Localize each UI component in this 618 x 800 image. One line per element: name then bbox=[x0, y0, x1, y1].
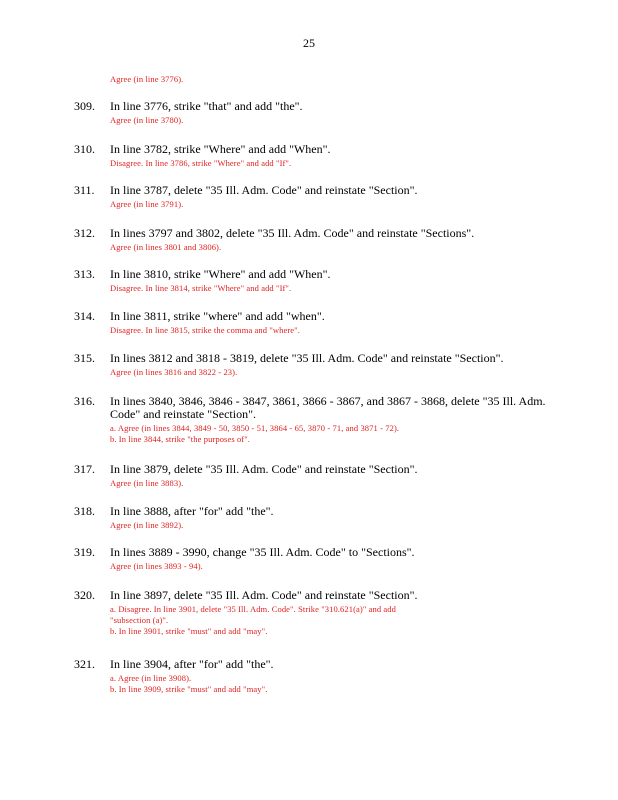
item-text: In line 3904, after "for" add "the". bbox=[110, 657, 274, 671]
item-text: In line 3888, after "for" add "the". bbox=[110, 504, 274, 518]
item-number: 318. bbox=[74, 504, 95, 518]
item-text: In line 3811, strike "where" and add "when". bbox=[110, 309, 325, 323]
item-note: Disagree. In line 3814, strike "Where" and add "If". bbox=[110, 283, 292, 293]
item-note: a. Disagree. In line 3901, delete "35 Ill. Adm. Code". Strike "310.621(a)" and add bbox=[110, 604, 396, 614]
item-text: In lines 3812 and 3818 - 3819, delete "35 Ill. Adm. Code" and reinstate "Section". bbox=[110, 351, 504, 365]
item-note: Agree (in line 3791). bbox=[110, 199, 184, 209]
item-note: Agree (in line 3892). bbox=[110, 520, 184, 530]
item-note: Disagree. In line 3815, strike the comma and "where". bbox=[110, 325, 300, 335]
item-number: 311. bbox=[74, 183, 95, 197]
item-text: In line 3879, delete "35 Ill. Adm. Code" and reinstate "Section". bbox=[110, 462, 418, 476]
item-text: In line 3776, strike "that" and add "the". bbox=[110, 99, 303, 113]
item-number: 315. bbox=[74, 351, 95, 365]
item-text: In line 3787, delete "35 Ill. Adm. Code" and reinstate "Section". bbox=[110, 183, 418, 197]
item-note: "subsection (a)". bbox=[110, 615, 169, 625]
item-note: Agree (in line 3780). bbox=[110, 115, 184, 125]
item-text: In line 3897, delete "35 Ill. Adm. Code" and reinstate "Section". bbox=[110, 588, 418, 602]
item-number: 309. bbox=[74, 99, 95, 113]
item-note: Agree (in lines 3893 - 94). bbox=[110, 561, 203, 571]
item-number: 321. bbox=[74, 657, 95, 671]
item-text: In lines 3797 and 3802, delete "35 Ill. Adm. Code" and reinstate "Sections". bbox=[110, 226, 475, 240]
lead-note: Agree (in line 3776). bbox=[110, 74, 184, 84]
item-note: Agree (in lines 3816 and 3822 - 23). bbox=[110, 367, 238, 377]
item-number: 316. bbox=[74, 394, 95, 408]
item-text: In line 3810, strike "Where" and add "When". bbox=[110, 267, 331, 281]
item-text: Code" and reinstate "Section". bbox=[110, 407, 256, 421]
item-text: In lines 3840, 3846, 3846 - 3847, 3861, 3866 - 3867, and 3867 - 3868, delete "35 Ill. Adm. bbox=[110, 394, 546, 408]
item-note: b. In line 3909, strike "must" and add "may". bbox=[110, 684, 268, 694]
item-note: a. Agree (in line 3908). bbox=[110, 673, 192, 683]
item-note: b. In line 3901, strike "must" and add "may". bbox=[110, 626, 268, 636]
item-note: Agree (in line 3883). bbox=[110, 478, 184, 488]
item-text: In lines 3889 - 3990, change "35 Ill. Adm. Code" to "Sections". bbox=[110, 545, 415, 559]
item-number: 314. bbox=[74, 309, 95, 323]
item-number: 317. bbox=[74, 462, 95, 476]
item-text: In line 3782, strike "Where" and add "When". bbox=[110, 142, 331, 156]
item-note: Disagree. In line 3786, strike "Where" and add "If". bbox=[110, 158, 292, 168]
item-number: 319. bbox=[74, 545, 95, 559]
item-number: 312. bbox=[74, 226, 95, 240]
item-number: 310. bbox=[74, 142, 95, 156]
item-note: b. In line 3844, strike "the purposes of". bbox=[110, 434, 251, 444]
item-number: 320. bbox=[74, 588, 95, 602]
item-number: 313. bbox=[74, 267, 95, 281]
page-number: 25 bbox=[303, 36, 315, 50]
item-note: Agree (in lines 3801 and 3806). bbox=[110, 242, 222, 252]
item-note: a. Agree (in lines 3844, 3849 - 50, 3850 - 51, 3864 - 65, 3870 - 71, and 3871 - 72). bbox=[110, 423, 400, 433]
